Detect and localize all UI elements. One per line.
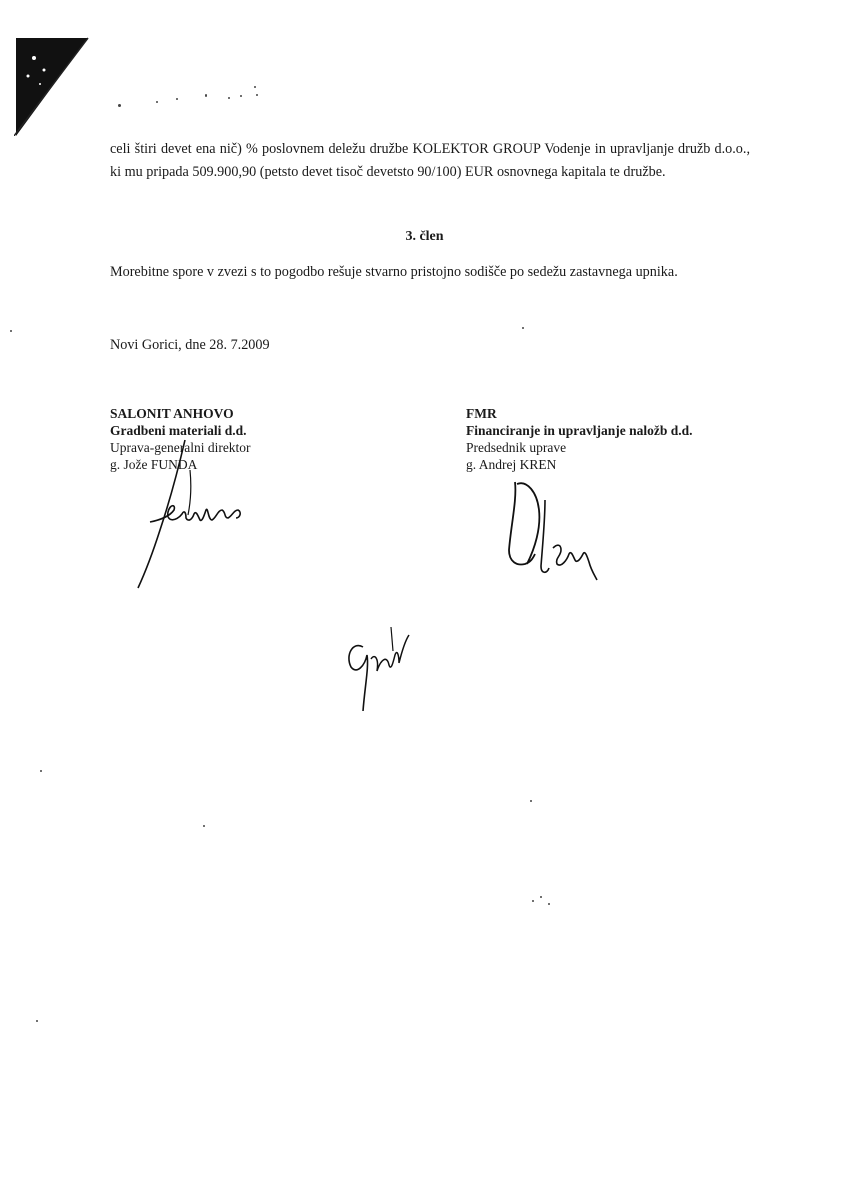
signature-right <box>495 470 615 590</box>
scan-noise <box>205 94 207 97</box>
initials-mark <box>335 615 425 715</box>
signatory-block-right <box>466 405 693 473</box>
scan-noise <box>530 800 532 802</box>
scan-noise <box>176 98 178 100</box>
scan-noise <box>240 95 242 97</box>
signatory-person: g. Andrej KREN <box>466 457 557 472</box>
scan-noise <box>532 900 534 902</box>
scan-corner-mark <box>14 36 94 136</box>
scan-noise <box>548 903 550 905</box>
signatory-company: FMR <box>466 406 497 421</box>
scan-noise <box>254 86 256 88</box>
scan-noise <box>40 770 42 772</box>
scan-noise <box>118 104 121 107</box>
scan-noise <box>522 327 524 329</box>
scan-noise <box>256 94 258 96</box>
signatory-company-type: Financiranje in upravljanje naložb d.d. <box>466 423 693 438</box>
signatory-company: SALONIT ANHOVO <box>110 406 234 421</box>
signatory-role: Predsednik uprave <box>466 440 567 455</box>
scan-noise <box>36 1020 38 1022</box>
article-heading: 3. člen <box>405 229 444 244</box>
scan-noise <box>540 896 542 898</box>
signatory-role: Uprava-generalni direktor <box>110 440 251 455</box>
paragraph-disputes: Morebitne spore v zvezi s to pogodbo rešuje stvarno pristojno sodišče po sedežu zastavnega upnika. <box>110 264 678 280</box>
scan-noise <box>228 97 230 99</box>
place-and-date: Novi Gorici, dne 28. 7.2009 <box>110 337 270 353</box>
signature-left <box>130 430 250 590</box>
signatory-company-type: Gradbeni materiali d.d. <box>110 423 247 438</box>
scan-noise <box>156 101 158 103</box>
scan-noise <box>10 330 12 332</box>
paragraph-share-description: celi štiri devet ena nič) % poslovnem deležu družbe KOLEKTOR GROUP Vodenje in upravljanje družb d.o.o., ki mu pripada 509.900,90 (petsto devet tisoč devetsto 90/100) EUR osnovnega kapitala te družbe. <box>110 141 750 180</box>
scan-noise <box>203 825 205 827</box>
signatory-person: g. Jože FUNDA <box>110 457 198 472</box>
